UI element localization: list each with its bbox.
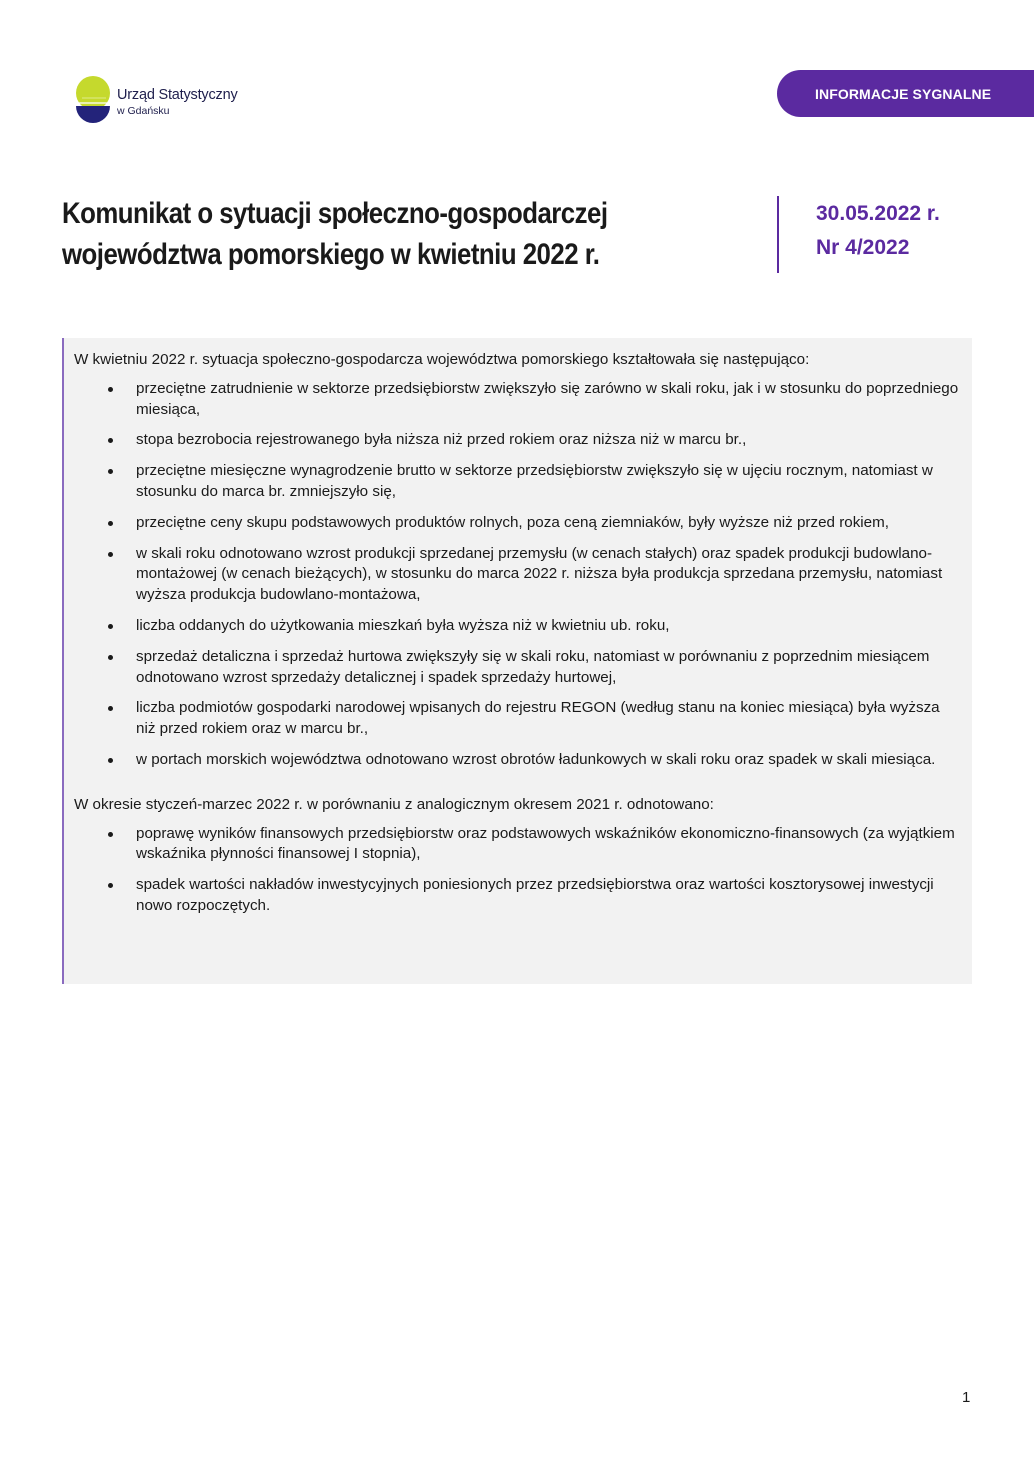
- list-item: stopa bezrobocia rejestrowanego była niższa niż przed rokiem oraz niższa niż w marcu br.,: [74, 430, 962, 451]
- list-item: w skali roku odnotowano wzrost produkcji sprzedanej przemysłu (w cenach stałych) oraz spadek produkcji budowlano-montażowej (w cenach bieżących), w stosunku do marca 2022 r. niższa była produkcja sprzedana przemysłu, natomiast wyższa produkcja budowlano-montażowa,: [74, 544, 962, 606]
- page-title: [62, 193, 750, 275]
- list-item: przeciętne ceny skupu podstawowych produktów rolnych, poza ceną ziemniaków, były wyższe niż przed rokiem,: [74, 513, 962, 534]
- page-number: 1: [962, 1389, 971, 1406]
- summary-intro-2: W okresie styczeń-marzec 2022 r. w porównaniu z analogicznym okresem 2021 r. odnotowano:: [74, 795, 714, 813]
- list-item: przeciętne zatrudnienie w sektorze przedsiębiorstw zwiększyło się zarówno w skali roku, jak i w stosunku do poprzedniego miesiąca,: [74, 379, 962, 421]
- summary-intro: W kwietniu 2022 r. sytuacja społeczno-gospodarcza województwa pomorskiego kształtowała się następująco:: [74, 351, 810, 368]
- list-item: liczba oddanych do użytkowania mieszkań była wyższa niż w kwietniu ub. roku,: [74, 616, 962, 637]
- list-item: w portach morskich województwa odnotowano wzrost obrotów ładunkowych w skali roku oraz spadek w skali miesiąca.: [74, 750, 962, 771]
- list-item: spadek wartości nakładów inwestycyjnych poniesionych przez przedsiębiorstwa oraz wartości kosztorysowej inwestycji nowo rozpoczętych.: [74, 875, 962, 917]
- summary-list: [74, 379, 962, 771]
- list-item: liczba podmiotów gospodarki narodowej wpisanych do rejestru REGON (według stanu na koniec miesiąca) była wyższa niż przed rokiem oraz w marcu br.,: [74, 698, 962, 740]
- title-line-2: województwa pomorskiego w kwietniu 2022 r.: [62, 238, 600, 271]
- logo-line1: Urząd Statystyczny: [117, 87, 238, 103]
- summary-box: [62, 338, 972, 984]
- list-item: przeciętne miesięczne wynagrodzenie brutto w sektorze przedsiębiorstw zwiększyło się w ujęciu rocznym, natomiast w stosunku do marca br. zmniejszyło się,: [74, 461, 962, 503]
- logo-text: [117, 88, 238, 116]
- publication-date: 30.05.2022 r.: [816, 202, 940, 225]
- list-item: sprzedaż detaliczna i sprzedaż hurtowa zwiększyły się w skali roku, natomiast w porównaniu z poprzednim miesiącem odnotowano wzrost sprzedaży detalicznej i spadek sprzedaży hurtowej,: [74, 647, 962, 689]
- divider: [777, 196, 779, 273]
- section-badge: INFORMACJE SYGNALNE: [777, 70, 1034, 117]
- issue-number: Nr 4/2022: [816, 236, 910, 259]
- title-line-1: Komunikat o sytuacji społeczno-gospodarczej: [62, 197, 608, 230]
- summary-list-2: [74, 824, 962, 917]
- list-item: poprawę wyników finansowych przedsiębiorstw oraz podstawowych wskaźników ekonomiczno-finansowych (za wyjątkiem wskaźnika płynności finansowej I stopnia),: [74, 824, 962, 866]
- logo-icon: [76, 76, 110, 130]
- logo: [76, 76, 276, 132]
- logo-line2: w Gdańsku: [117, 104, 170, 117]
